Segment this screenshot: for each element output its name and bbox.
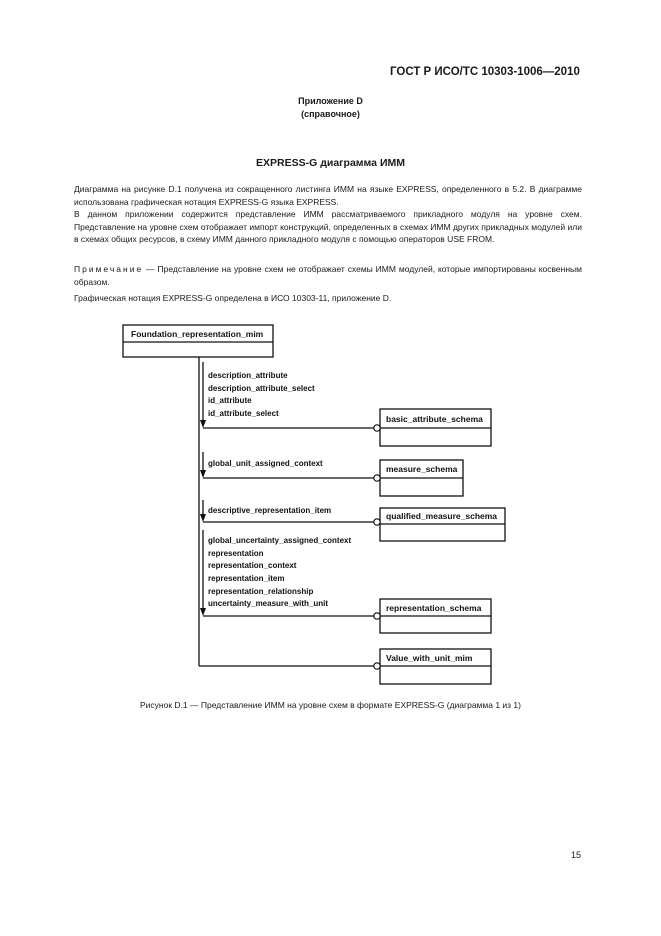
import-label: id_attribute xyxy=(208,396,252,405)
import-label: id_attribute_select xyxy=(208,409,279,418)
schema-label: measure_schema xyxy=(386,464,458,474)
annex-subtitle: (справочное) xyxy=(301,109,360,119)
paragraph-3: Графическая нотация EXPRESS-G определена в ИСО 10303-11, приложение D. xyxy=(74,293,392,303)
annex-title: Приложение D xyxy=(298,96,363,106)
import-label: uncertainty_measure_with_unit xyxy=(208,599,329,608)
schema-label: Value_with_unit_mim xyxy=(386,653,473,663)
circle-end-icon xyxy=(374,613,380,619)
page-number: 15 xyxy=(571,850,582,860)
arrow-icon xyxy=(200,420,206,428)
document-code: ГОСТ Р ИСО/ТС 10303-1006—2010 xyxy=(390,66,580,78)
import-label: representation_context xyxy=(208,561,297,570)
import-label: global_unit_assigned_context xyxy=(208,459,323,468)
import-label: representation_item xyxy=(208,574,285,583)
main-schema-label: Foundation_representation_mim xyxy=(131,329,264,339)
import-label: descriptive_representation_item xyxy=(208,506,332,515)
note-label: Примечание xyxy=(74,264,144,274)
import-label: description_attribute xyxy=(208,371,288,380)
arrow-icon xyxy=(200,514,206,522)
paragraph-1: Диаграмма на рисунке D.1 получена из сокращенного листинга ИММ на языке EXPRESS, определенного в 5.2. В диаграмме использована графическая нотация EXPRESS-G языка EXPRESS. xyxy=(74,184,582,207)
import-label: global_uncertainty_assigned_context xyxy=(208,536,352,545)
circle-end-icon xyxy=(374,475,380,481)
circle-end-icon xyxy=(374,425,380,431)
circle-end-icon xyxy=(374,519,380,525)
arrow-icon xyxy=(200,470,206,478)
arrow-icon xyxy=(200,608,206,616)
import-label: representation xyxy=(208,549,264,558)
paragraph-2: В данном приложении содержится представление ИММ рассматриваемого прикладного модуля на уровне схем. Представление на уровне схем отображает импорт конструкций, определенных в схемах ИММ других прикладных модулей или в схемах общих ресурсов, в схему ИММ данного прикладного модуля с помощью операторов USE FROM. xyxy=(74,209,582,245)
import-label: representation_relationship xyxy=(208,587,314,596)
schema-label: qualified_measure_schema xyxy=(386,511,498,521)
schema-label: basic_attribute_schema xyxy=(386,414,483,424)
circle-end-icon xyxy=(374,663,380,669)
import-label: description_attribute_select xyxy=(208,384,315,393)
section-heading: EXPRESS-G диаграмма ИММ xyxy=(256,157,405,169)
figure-caption: Рисунок D.1 — Представление ИММ на уровне схем в формате EXPRESS-G (диаграмма 1 из 1) xyxy=(140,700,521,710)
schema-label: representation_schema xyxy=(386,603,482,613)
note-text: — Представление на уровне схем не отображает схемы ИММ модулей, которые импортированы косвенным образом. xyxy=(74,264,582,287)
